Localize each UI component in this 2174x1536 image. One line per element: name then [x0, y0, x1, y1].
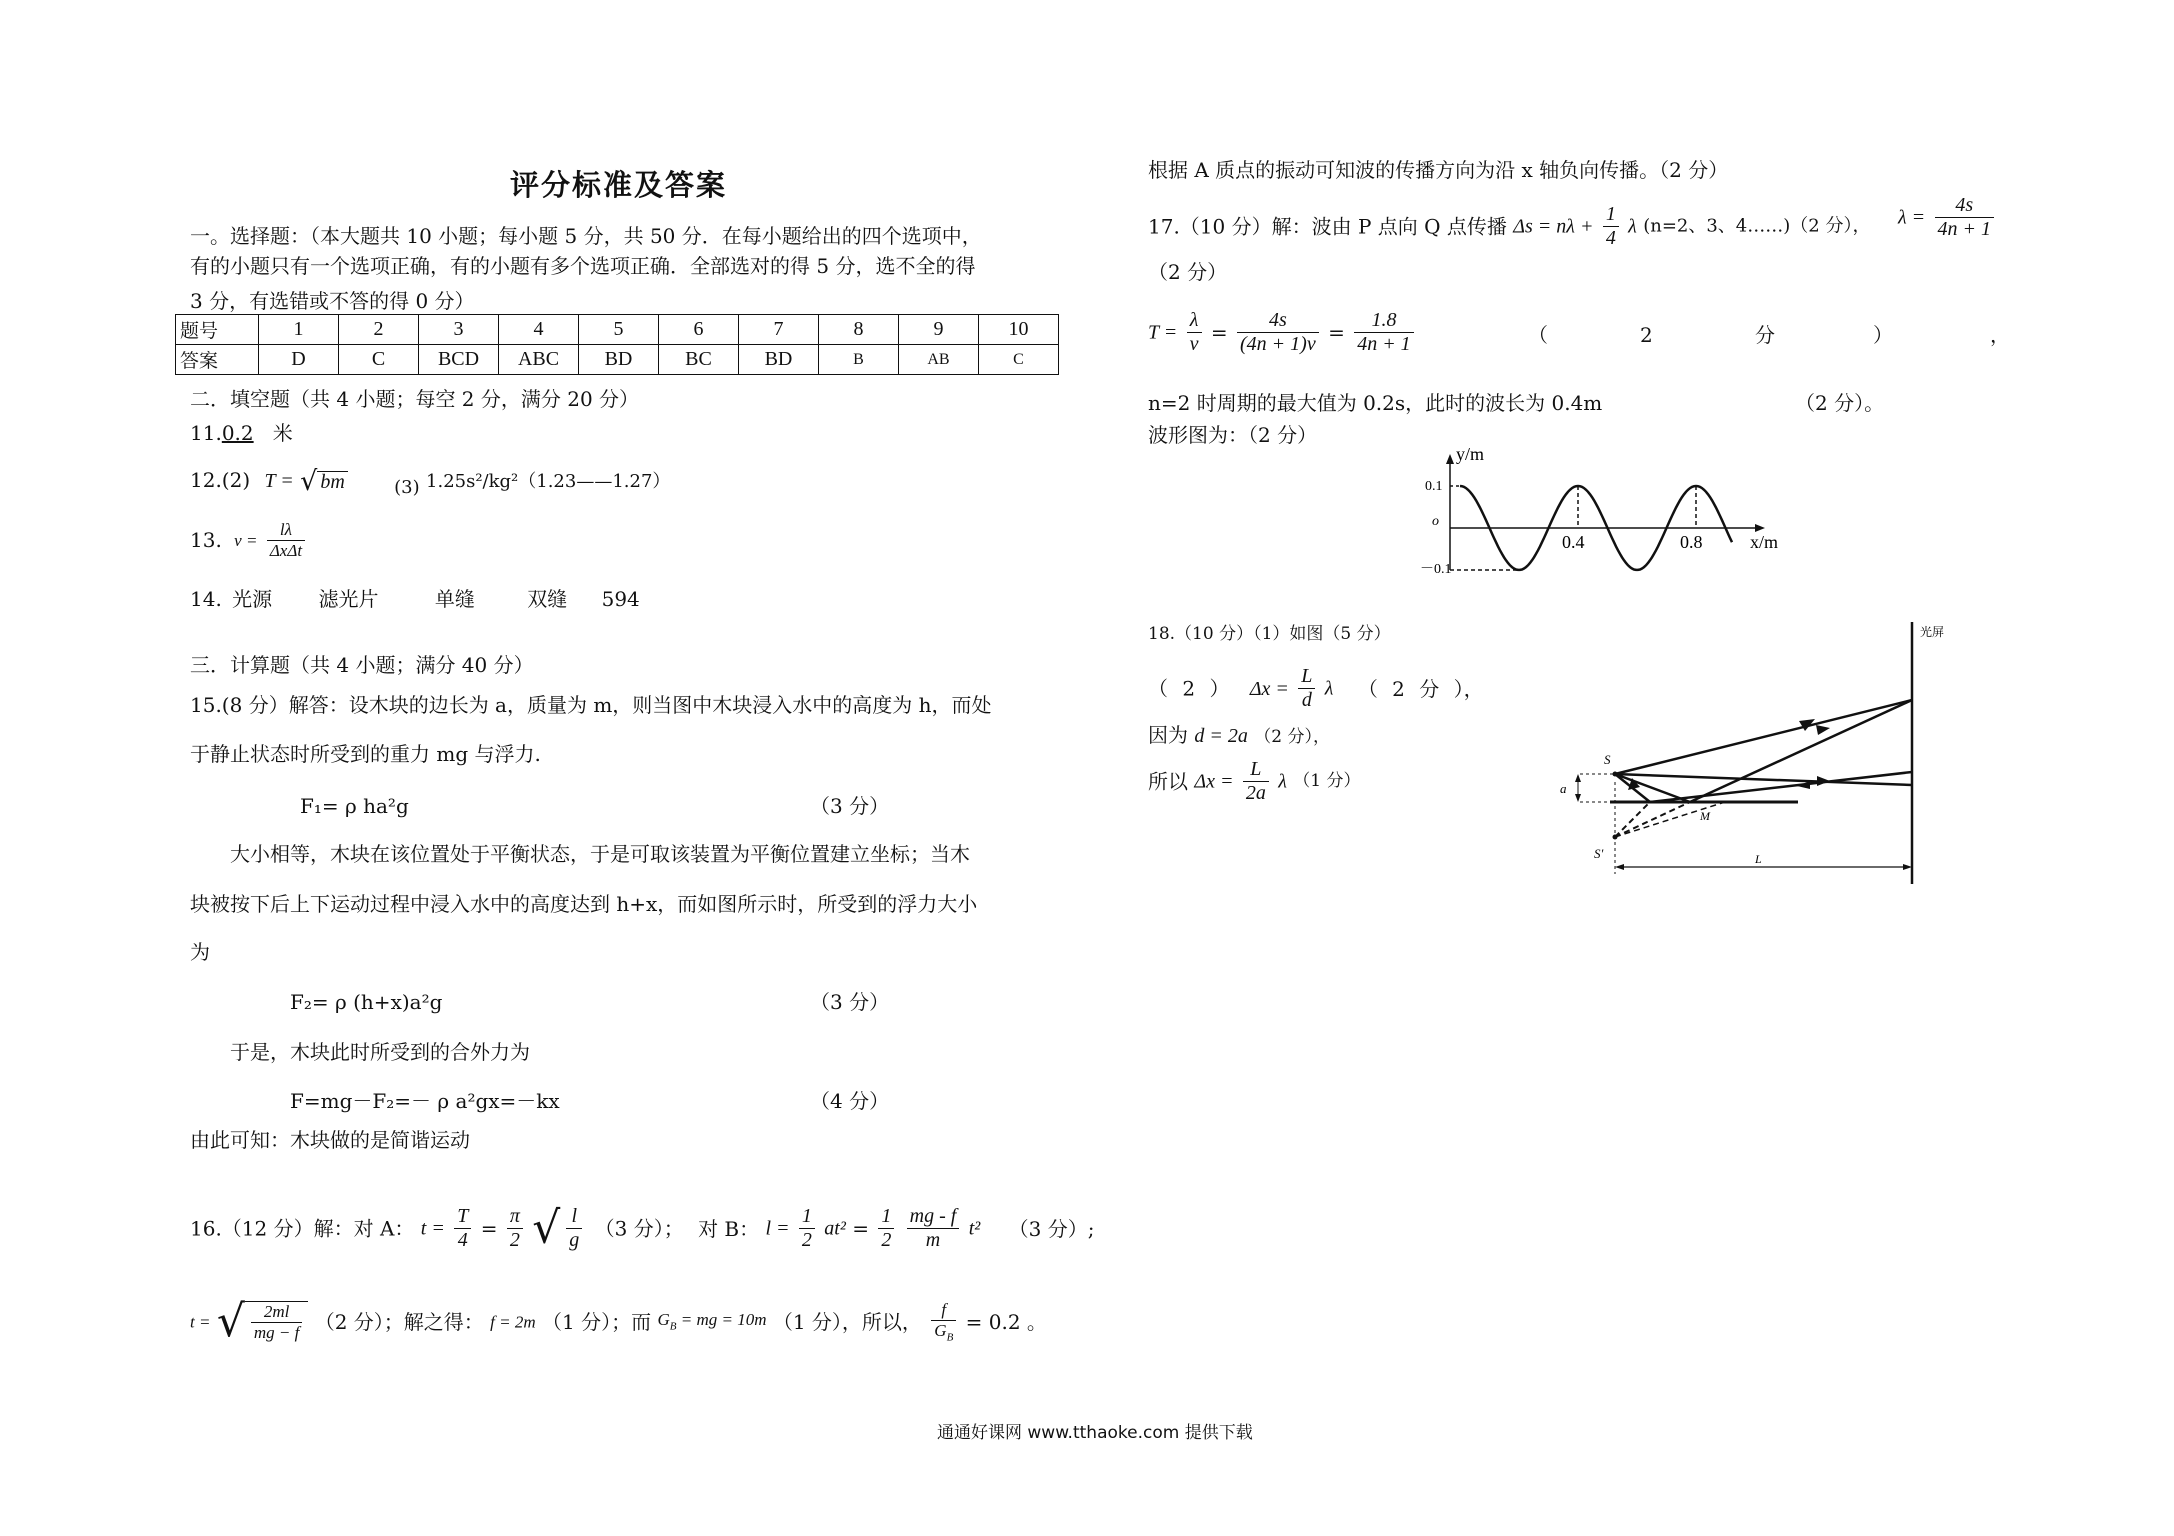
question-number: 1: [259, 315, 339, 345]
screen-label: 光屏: [1920, 625, 1945, 639]
q16-sqrt-2ml: √ $\frac{2ml}{mg - f}$: [217, 1300, 309, 1344]
footer: 通通好课网 www.tthaoke.com 提供下载: [937, 1423, 1253, 1443]
q15-formula1-score: （3 分）: [810, 794, 890, 818]
q11: [190, 423, 293, 443]
q18-line1: 18.（10 分）（1）如图（5 分）: [1148, 624, 1391, 644]
q15-line4: 块被按下后上下运动过程中浸入水中的高度达到 h+x，而如图所示时，所受到的浮力大小: [190, 892, 978, 916]
q17-n2: n=2 时周期的最大值为 0.2s，此时的波长为 0.4m: [1148, 391, 1603, 415]
q18-lambda: λ: [1324, 677, 1334, 700]
arrowhead: [1817, 776, 1830, 786]
wave-origin: o: [1432, 514, 1439, 529]
q16-frac-half2: $\frac{1}{2}$: [878, 1205, 894, 1252]
q16-l2-score1: （2 分）；解之得：: [314, 1310, 484, 1334]
question-number: 10: [979, 315, 1059, 345]
table-row-numbers: [176, 315, 1059, 345]
q17-lambda-lhs: λ =: [1898, 206, 1926, 229]
question-number: 4: [499, 315, 579, 345]
q13-lhs: v =: [234, 530, 258, 550]
q15-line1: 15.(8 分）解答：设木块的边长为 a，质量为 m，则当图中木块浸入水中的高度为 h，而处: [190, 693, 992, 717]
answer-table: [175, 314, 1059, 375]
row-label-number: 题号: [176, 315, 259, 345]
wave-x-tick-04: 0.4: [1562, 532, 1585, 552]
q18-l3-eq: d = 2a: [1194, 725, 1248, 747]
q18-l2-pre: （ 2 ）: [1148, 676, 1230, 701]
q12-lhs: T =: [264, 470, 294, 492]
q17-n: (n=2、3、4……)（2 分），: [1643, 215, 1871, 237]
q18-l3-score: （2 分），: [1254, 727, 1330, 747]
q16-label-b: 对 B：: [698, 1216, 760, 1241]
q16-t: t =: [420, 1217, 445, 1240]
q18-l4-score: （1 分）: [1293, 771, 1361, 791]
q16-line2: [190, 1296, 1047, 1347]
answer-cell: C: [979, 345, 1059, 375]
q17-frac-18: $\frac{1.8}{4n + 1}$: [1354, 309, 1414, 356]
answer-cell: BCD: [419, 345, 499, 375]
q15-formula2: F₂= ρ (h+x)a²g: [290, 990, 443, 1014]
q18-frac-L2a: $\frac{L}{2a}$: [1243, 758, 1269, 805]
label-L: L: [1755, 852, 1762, 866]
q17-lambda-result: [1898, 194, 1997, 241]
q14-item: 光源: [232, 587, 273, 611]
section2-heading: 二．填空题（共 4 小题；每空 2 分，满分 20 分）: [190, 387, 640, 411]
q17-prefix: 17.（10 分）解：波由 P 点向 Q 点传播: [1148, 214, 1507, 239]
q12-part3: (3): [394, 477, 420, 498]
q16-tail: 根据 A 质点的振动可知波的传播方向为沿 x 轴负向传播。（2 分）: [1148, 158, 1729, 182]
section1-intro-line2: 有的小题只有一个选项正确，有的小题有多个选项正确．全部选对的得 5 分，选不全的得: [190, 254, 976, 278]
section3-heading: 三．计算题（共 4 小题；满分 40 分）: [190, 653, 534, 677]
q16-l2-f: f = 2m: [490, 1312, 536, 1332]
label-S: S: [1604, 752, 1611, 767]
q16-l: l =: [765, 1217, 790, 1240]
q15-formula2-score: （3 分）: [810, 990, 890, 1014]
q17-score3-comma: ，: [1990, 323, 2010, 347]
q11-value: 0.2: [221, 421, 254, 445]
question-number: 2: [339, 315, 419, 345]
answer-cell: BD: [579, 345, 659, 375]
answer-cell: BC: [659, 345, 739, 375]
answer-cell: C: [339, 345, 419, 375]
q16-frac-t4: $\frac{T}{4}$: [454, 1205, 471, 1252]
answer-cell: AB: [899, 345, 979, 375]
answer-cell: ABC: [499, 345, 579, 375]
image-ray-1: [1615, 802, 1690, 837]
q11-unit: 米: [272, 421, 293, 445]
q18-l3-pre: 因为: [1148, 723, 1188, 747]
q17-score3-num: 2: [1640, 323, 1653, 347]
q17-wave-label: 波形图为：（2 分）: [1148, 423, 1318, 447]
q14-label: 14.: [190, 587, 222, 611]
q18-l4-pre: 所以: [1148, 769, 1188, 794]
wave-y-top: 0.1: [1425, 479, 1443, 494]
q18-line2: [1148, 665, 1484, 712]
q17-n2-score: （2 分）。: [1795, 391, 1885, 415]
answer-cell: B: [819, 345, 899, 375]
q18-dx2: Δx =: [1194, 770, 1234, 793]
answer-cell: D: [259, 345, 339, 375]
q17-frac-lambda: $\frac{4s}{4n + 1}$: [1935, 194, 1995, 241]
question-number: 9: [899, 315, 979, 345]
wave-x-tick-08: 0.8: [1680, 532, 1703, 552]
q17-lambda: λ: [1628, 215, 1637, 238]
q11-label: 11.: [190, 421, 222, 445]
page-title: 评分标准及答案: [510, 168, 728, 202]
q16-frac-half1: $\frac{1}{2}$: [799, 1205, 815, 1252]
q17-ds: Δs = nλ +: [1513, 215, 1594, 238]
q12-label: 12.(2): [190, 468, 251, 492]
q16-l2-t: t =: [190, 1312, 211, 1332]
ray-top: [1615, 700, 1912, 774]
q16-sqrt-lg: √ $\frac{l}{g}$: [532, 1205, 588, 1252]
q16-frac-fG: $\frac{f}{G_B}$: [931, 1300, 956, 1344]
q17-score3-unit: 分: [1755, 323, 1775, 347]
wave-chart: [1420, 445, 1800, 590]
q13-label: 13.: [190, 528, 222, 553]
q12-value: 1.25s²/kg²（1.23——1.27）: [426, 471, 671, 492]
q14-item: 滤光片: [318, 587, 379, 611]
q17-T: T =: [1148, 321, 1178, 344]
mirror-label: M: [1700, 809, 1710, 823]
q16-frac-mgf: $\frac{mg - f}{m}$: [907, 1205, 960, 1252]
q17-frac-4s: $\frac{4s}{(4n + 1)v}$: [1237, 309, 1319, 356]
q15-line3: 大小相等，木块在该位置处于平衡状态，于是可取该装置为平衡位置建立坐标；当木: [230, 842, 970, 866]
q13: [190, 520, 308, 560]
q16-score-b: （3 分）;: [1008, 1216, 1095, 1241]
q16-t2: t²: [968, 1217, 981, 1240]
a-arrow-top: [1575, 774, 1581, 782]
q18-frac-Ld: $\frac{L}{d}$: [1298, 665, 1315, 712]
y-axis-arrow: [1446, 454, 1454, 464]
q17-score2: （2 分）: [1148, 260, 1228, 284]
q16-line1: 16.（12 分）解：对 A： t = $\frac{T}{4}$ = $\frac{\pi}{2}$ √ $\frac{l}{g}$ （3 分）； 对 B： l = $\frac{1}{2}$ at² = $\frac{1}{2}$ $\frac{mg - f}{m}$ t² （3 分）;: [190, 1202, 1095, 1254]
optics-diagram: [1550, 612, 1970, 892]
q13-fraction: $\frac{l\lambda}{\text{ΔxΔt}}$: [267, 520, 305, 560]
section1-intro-line3: 3 分，有选错或不答的得 0 分）: [190, 289, 475, 313]
q17-line1: [1148, 203, 1870, 250]
x-axis-arrow: [1755, 524, 1765, 532]
q16-label: 16.（12 分）解：对 A：: [190, 1216, 415, 1241]
q14-item: 单缝: [434, 587, 475, 611]
q16-l2-score3: （1 分），所以，: [772, 1310, 922, 1334]
q15-formula3-score: （4 分）: [810, 1089, 890, 1113]
q17-period: T = $\frac{\lambda}{v}$ = $\frac{4s}{(4n + 1)v}$ = $\frac{1.8}{4n + 1}$: [1148, 309, 1417, 356]
arrowhead: [1816, 725, 1830, 735]
wave-xlabel: x/m: [1750, 532, 1779, 552]
q17-score3-open: （: [1528, 323, 1548, 347]
question-number: 3: [419, 315, 499, 345]
q17-score3-close: ）: [1873, 323, 1893, 347]
L-arrow-left: [1615, 864, 1624, 870]
q16-score-a: （3 分）；: [594, 1216, 684, 1241]
question-number: 6: [659, 315, 739, 345]
q18-lambda2: λ: [1278, 770, 1287, 793]
q18-l2-score: （ 2 分 ），: [1357, 676, 1484, 701]
ray-direct: [1615, 774, 1912, 785]
q18-line3: [1148, 725, 1330, 746]
q12: [190, 466, 671, 498]
L-arrow-right: [1903, 864, 1912, 870]
q17-frac-quarter: $\frac{1}{4}$: [1603, 203, 1619, 250]
q14-item: 594: [601, 587, 640, 611]
q15-line6: 于是，木块此时所受到的合外力为: [230, 1040, 530, 1064]
question-number: 8: [819, 315, 899, 345]
image-ray-2: [1615, 802, 1650, 837]
q16-frac-pi2: $\frac{\pi}{2}$: [507, 1205, 523, 1252]
question-number: 5: [579, 315, 659, 345]
q15-formula3: F=mg－F₂=－ ρ a²gx=－kx: [290, 1089, 560, 1113]
row-label-answer: 答案: [176, 345, 259, 375]
q15-formula1: F₁= ρ ha²g: [300, 794, 409, 818]
q18-line4: [1148, 758, 1360, 805]
q14-item: 双缝: [527, 587, 568, 611]
answer-cell: BD: [739, 345, 819, 375]
q15-line5: 为: [190, 940, 210, 964]
question-number: 7: [739, 315, 819, 345]
q16-l2-score2: （1 分）；而: [542, 1310, 652, 1334]
label-a: a: [1560, 781, 1567, 796]
table-row-answers: [176, 345, 1059, 375]
q15-line7: 由此可知：木块做的是简谐运动: [190, 1128, 470, 1152]
q14: [190, 589, 640, 609]
label-S-prime: S′: [1594, 846, 1604, 861]
q12-sqrt: √ bm: [300, 468, 348, 495]
q15-line2: 于静止状态时所受到的重力 mg 与浮力.: [190, 742, 541, 766]
a-arrow-bottom: [1575, 794, 1581, 802]
q18-dx: Δx =: [1249, 677, 1289, 700]
q16-l2-G: $G_B$ = mg = 10m: [657, 1310, 767, 1333]
q17-frac-lv: $\frac{\lambda}{v}$: [1187, 309, 1202, 356]
q16-l2-result: = 0.2 。: [965, 1310, 1047, 1334]
wave-ylabel: y/m: [1456, 445, 1485, 464]
q16-at2: at²: [824, 1217, 846, 1240]
wave-y-bottom: －0.1: [1420, 562, 1452, 577]
section1-intro-line1: 一。选择题：（本大题共 10 小题；每小题 5 分，共 50 分．在每小题给出的四个选项中，: [190, 224, 982, 248]
